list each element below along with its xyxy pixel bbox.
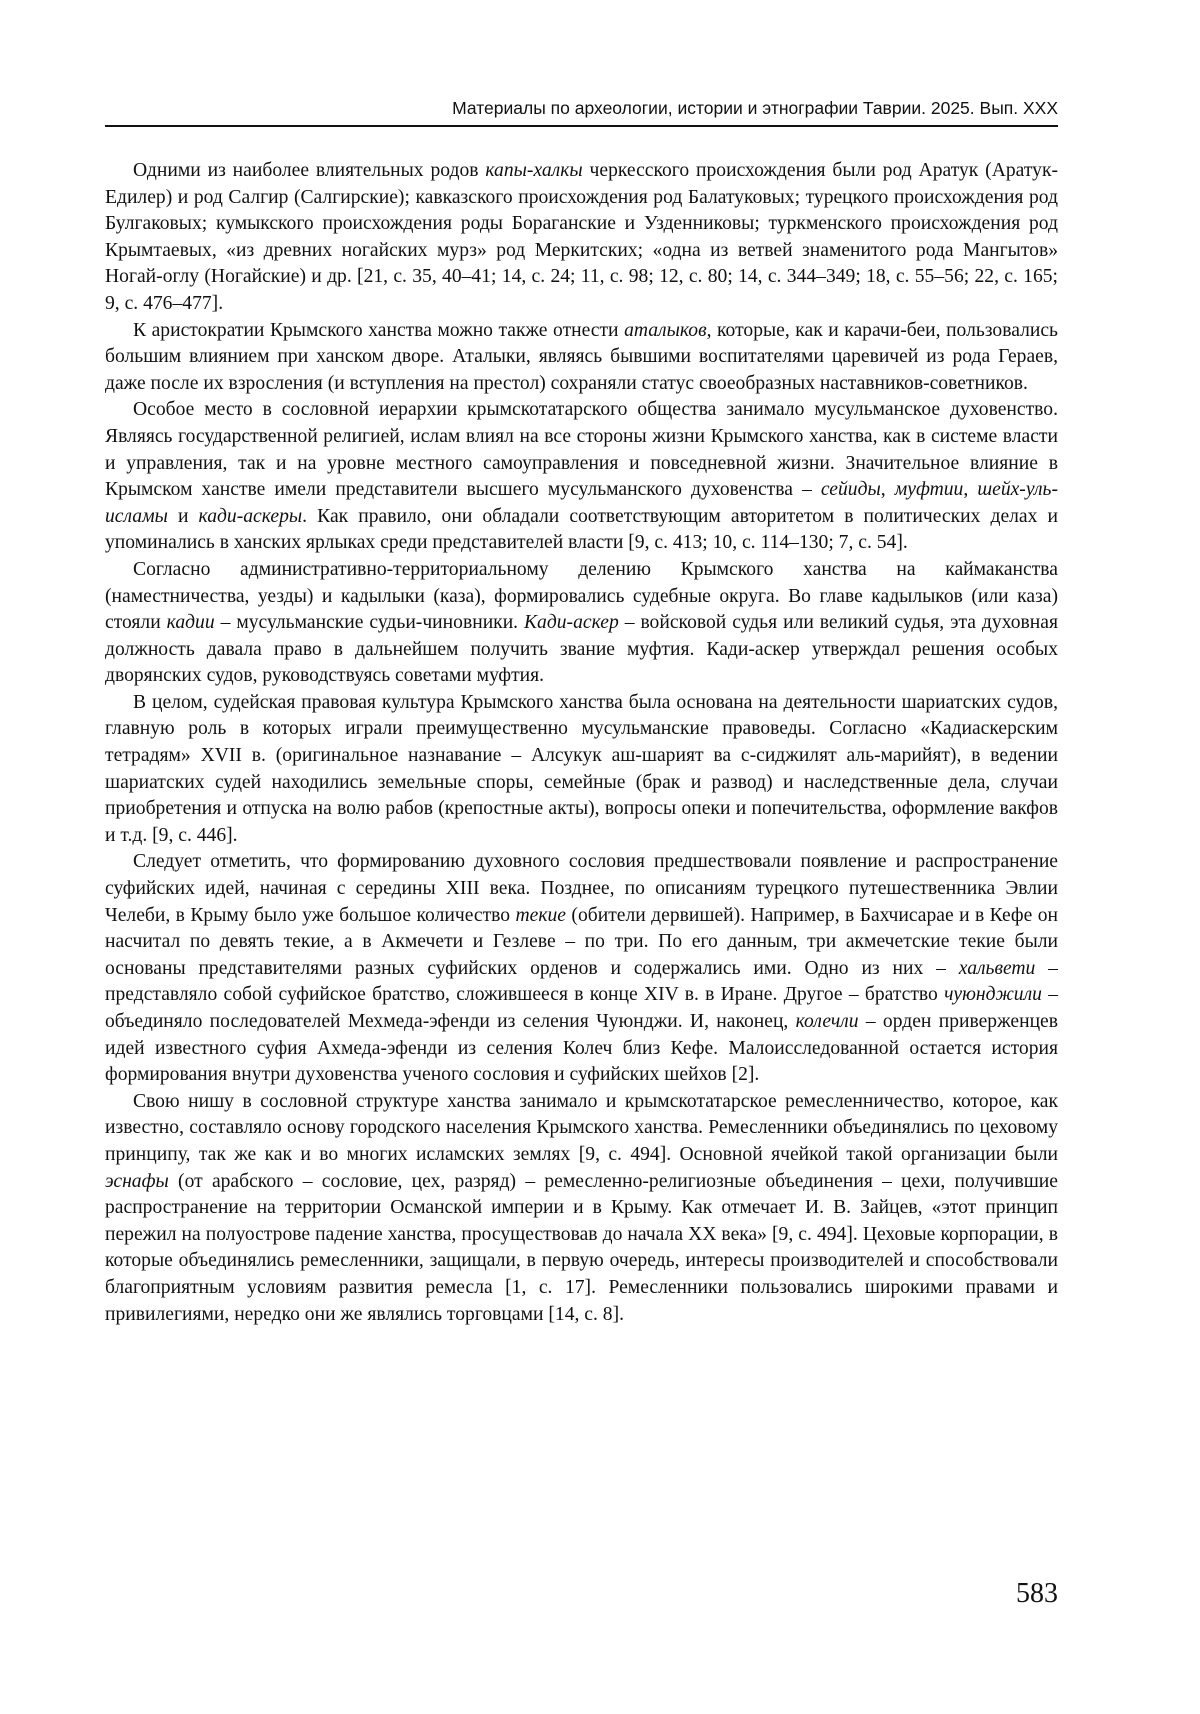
- italic-term: капы-халкы: [485, 160, 583, 181]
- text-run: , которые, как и карачи-беи, пользовались большим влиянием при ханском дворе. Аталыки, являясь бывшими воспитателями царевичей из рода Гераев, даже после их взросления (и вступления на престол) сохраняли статус своеобразных наставников-советников.: [105, 319, 1058, 394]
- italic-term: муфтии: [894, 479, 964, 501]
- italic-term: эснафы: [105, 1170, 169, 1192]
- paragraph: [105, 158, 1058, 318]
- paragraph: [105, 557, 1058, 690]
- text-run: (обители дервишей). Например, в Бахчисарае и в Кефе он насчитал по девять текие, а в Акмечети и Гезлеве – по три. По его данным, три акмечетские текие были основаны представителями разных суфийских орденов и содержались ими. Одно из них –: [105, 904, 1058, 979]
- text-run: ,: [880, 479, 895, 501]
- text-run: – орден приверженцев идей известного суфия Ахмеда-эфенди из селения Колеч близ Кефе. Малоисследованной остается история формирования внутри духовенства ученого сословия и суфийских шейхов [2].: [105, 1011, 1058, 1086]
- italic-term: аталыков: [624, 319, 707, 341]
- text-run: – войсковой судья или великий судья, эта духовная должность давала право в дальнейшем получить звание муфтия. Кади-аскер утверждал решения особых дворянских судов, руководствуясь советами муфтия.: [105, 612, 1058, 687]
- text-run: К аристократии Крымского ханства можно также отнести: [133, 319, 625, 341]
- text-run: Согласно административно-территориальному делению Крымского ханства на каймаканства (наместничества, уезды) и кадылыки (каза), формировались судебные округа. Во главе кадылыков (или каза) стояли: [105, 558, 1058, 634]
- running-header: Материалы по археологии, истории и этнографии Таврии. 2025. Вып. XXX: [105, 98, 1058, 127]
- text-run: черкесского происхождения были род Аратук (Аратук-Едилер) и род Салгир (Салгирские); кавказского происхождения род Балатуковых; турецкого происхождения род Булгаковых; кумыкского происхождения роды Борaганские и Узденниковы; туркменского происхождения род Крымтаевых, «из древних ногайских мурз» род Меркитских; «одна из ветвей знаменитого рода Мангытов» Ногай-оглу (Ногайские) и др. [21, с. 35, 40–41; 14, с. 24; 11, с. 98; 12, с. 80; 14, с. 344–349; 18, с. 55–56; 22, с. 165; 9, с. 476–477].: [105, 160, 1058, 314]
- italic-term: кадии: [166, 612, 215, 634]
- paragraph: [105, 318, 1058, 398]
- paragraph: [105, 849, 1058, 1088]
- text-run: (от арабского – сословие, цех, разряд) – ремесленно-религиозные объединения – цехи, получившие распространение на территории Османской империи и в Крыму. Как отмечает И. В. Зайцев, «этот принцип пережил на полуострове падение ханства, просуществовав до начала XX века» [9, с. 494]. Цеховые корпорации, в которые объединялись ремесленники, защищали, в первую очередь, интересы производителей и способствовали благоприятным условиям развития ремесла [1, с. 17]. Ремесленники пользовались широкими правами и привилегиями, нередко они же являлись торговцами [14, с. 8].: [105, 1170, 1058, 1325]
- text-run: Одними из наиболее влиятельных родов: [133, 160, 486, 181]
- paragraph: [105, 690, 1058, 850]
- text-run: – мусульманские судьи-чиновники.: [214, 612, 525, 634]
- text-run: Следует отметить, что формированию духовного сословия предшествовали появление и распространение суфийских идей, начиная с середины XIII века. Позднее, по описаниям турецкого путешественника Эвлии Челеби, в Крыму было уже большое количество: [105, 851, 1058, 926]
- text-run: ,: [963, 479, 978, 501]
- text-run: . Как правило, они обладали соответствующим авторитетом в политических делах и упоминались в ханских ярлыках среди представителей власти [9, с. 413; 10, с. 114–130; 7, с. 54].: [105, 505, 1058, 554]
- italic-term: Кади-аскер: [524, 612, 619, 634]
- italic-term: хальвети: [958, 957, 1036, 979]
- italic-term: кади-аскеры: [198, 505, 303, 527]
- paragraph: [105, 397, 1058, 557]
- italic-term: шейх-уль-исламы: [105, 479, 1058, 527]
- text-run: Особое место в сословной иерархии крымскотатарского общества занимало мусульманское духовенство. Являясь государственной религией, ислам влиял на все стороны жизни Крымского ханства, как в системе власти и управления, так и на уровне местного самоуправления и повседневной жизни. Значительное влияние в Крымском ханстве имели представители высшего мусульманского духовенства –: [105, 399, 1058, 501]
- italic-term: колечли: [795, 1011, 859, 1032]
- italic-term: чуюнджили: [944, 984, 1042, 1006]
- text-run: – представляло собой суфийское братство, сложившееся в конце XIV в. в Иране. Другое – братство: [105, 957, 1058, 1006]
- text-run: В целом, судейская правовая культура Крымского ханства была основана на деятельности шариатских судов, главную роль в которых играли преимущественно мусульманские правоведы. Согласно «Кадиаскерским тетрадям» XVII в. (оригинальное назнавание – Алсукук аш-шарият ва с-сиджилят аль-марийят), в ведении шариатских судей находились земельные споры, семейные (брак и развод) и наследственные дела, случаи приобретения и отпуска на волю рабов (крепостные акты), вопросы опеки и попечительства, оформление вакфов и т.д. [9, с. 446].: [105, 691, 1058, 846]
- paragraph: [105, 1089, 1058, 1328]
- italic-term: текие: [515, 904, 567, 926]
- page-number: 583: [1016, 1578, 1058, 1609]
- text-run: и: [167, 505, 199, 527]
- text-run: Свою нишу в сословной структуре ханства занимало и крымскотатарское ремесленничество, которое, как известно, составляло основу городского населения Крымского ханства. Ремесленники объединялись по цеховому принципу, так же как и во многих исламских землях [9, с. 494]. Основной ячейкой такой организации были: [105, 1090, 1058, 1165]
- italic-term: сейиды: [820, 479, 881, 501]
- article-body: [105, 158, 1058, 1328]
- text-run: – объединяло последователей Мехмеда-эфенди из селения Чуюнджи. И, наконец,: [105, 984, 1058, 1032]
